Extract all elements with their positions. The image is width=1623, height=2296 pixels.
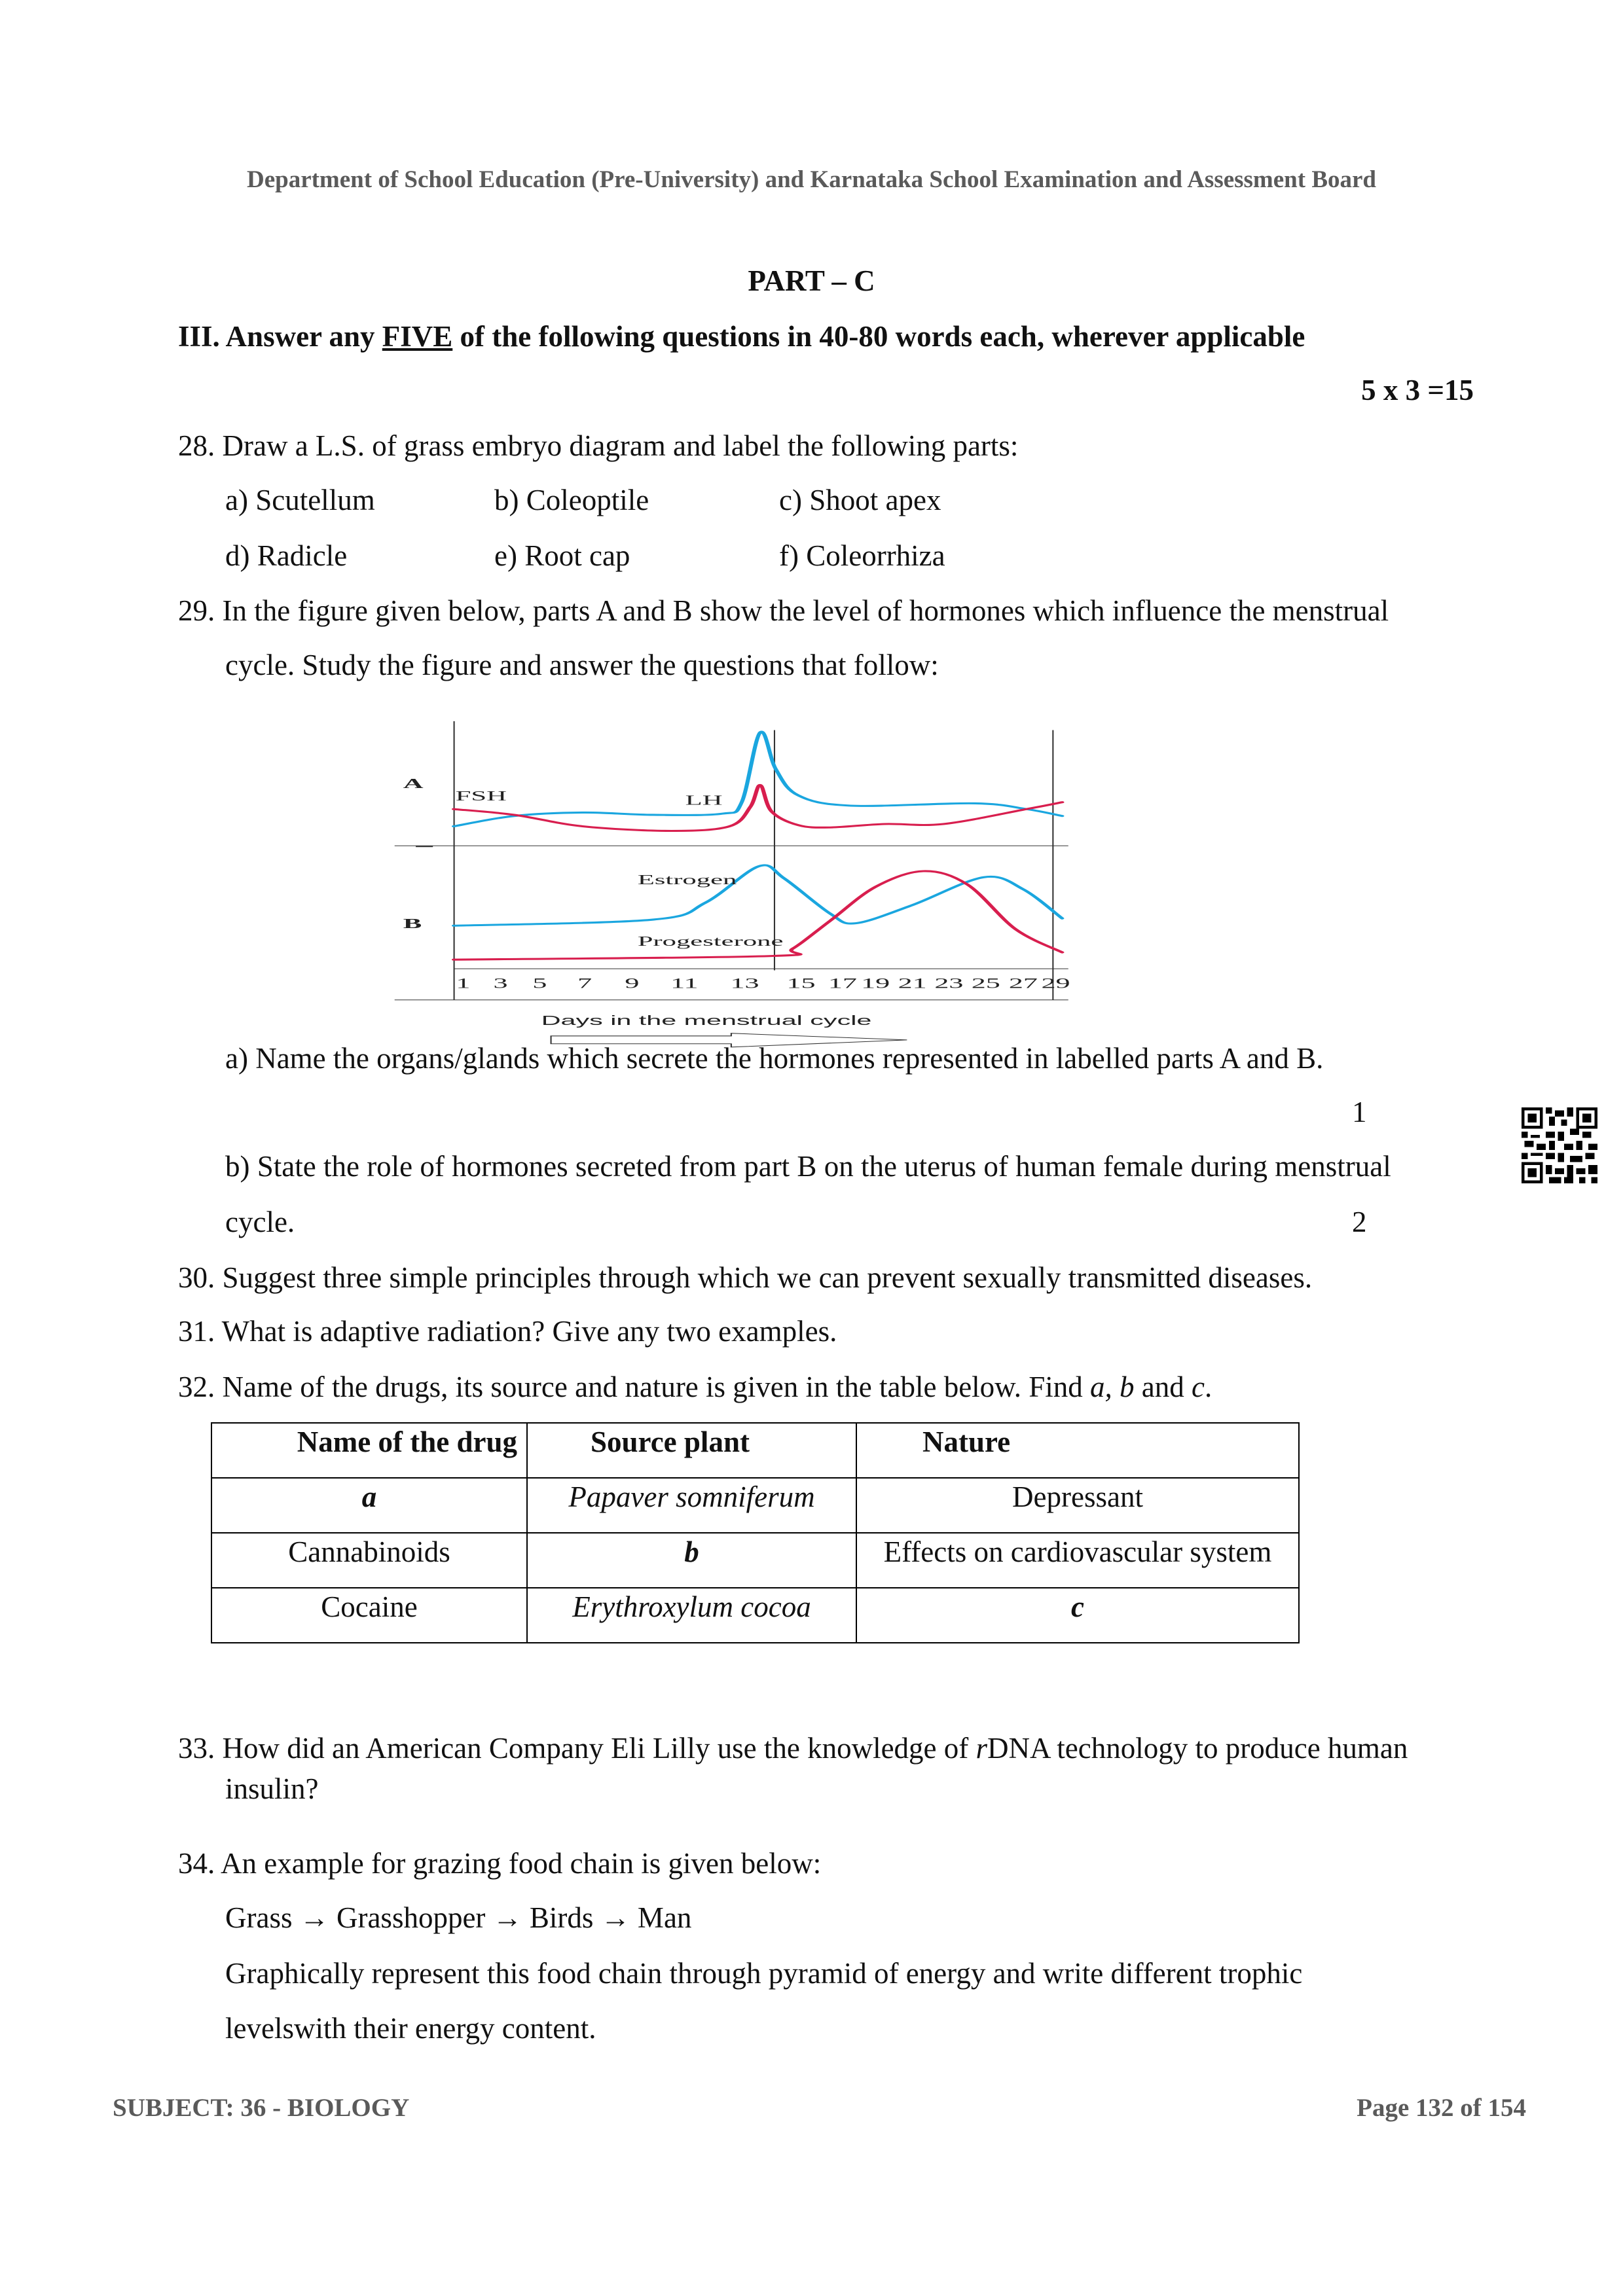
table-row (211, 1478, 1299, 1533)
qr-code-icon (1522, 1107, 1597, 1183)
q33-line1 (178, 1729, 1408, 1768)
x-tick-label: 7 (577, 975, 593, 992)
table-cell: Erythroxylum cocoa (527, 1588, 856, 1643)
q32-a: a, b (1090, 1371, 1135, 1403)
table-row (211, 1588, 1299, 1643)
q28-part: b) Coleoptile (494, 484, 649, 516)
part-title: PART – C (748, 264, 875, 297)
q34-line1: 34. An example for grazing food chain is given below: (178, 1847, 822, 1880)
q28-part: a) Scutellum (225, 484, 375, 516)
header-cell: Source plant (527, 1423, 856, 1478)
instruction-emph: FIVE (382, 320, 453, 353)
q29a-text: a) Name the organs/glands which secrete the hormones represented in labelled parts A and B. (225, 1042, 1324, 1075)
q28-part: c) Shoot apex (779, 484, 941, 516)
table-cell: Cannabinoids (211, 1533, 527, 1588)
x-tick-label: 1 (456, 975, 471, 992)
q34-line3: levelswith their energy content. (225, 2012, 596, 2045)
series-label-lh: LH (685, 793, 723, 808)
x-tick-label: 27 (1008, 975, 1038, 992)
q34-chain: Grass → Grasshopper → Birds → Man (225, 1901, 692, 1934)
panel-label-a: A (403, 776, 424, 791)
table-row (211, 1533, 1299, 1588)
q33-post: DNA technology to produce human (987, 1732, 1408, 1765)
table-cell: Effects on cardiovascular system (856, 1533, 1299, 1588)
table-header-row (211, 1423, 1299, 1478)
section-marks: 5 x 3 =15 (1361, 374, 1474, 406)
table-cell: a (211, 1478, 527, 1533)
q28-part: f) Coleorrhiza (779, 539, 945, 572)
x-tick-label: 5 (532, 975, 547, 992)
section-instruction (178, 317, 1305, 356)
x-tick-label: 25 (971, 975, 1000, 992)
q31-text: 31. What is adaptive radiation? Give any two examples. (178, 1315, 837, 1348)
page-header: Department of School Education (Pre-University) and Karnataka School Examination and Assessment Board (246, 166, 1377, 193)
x-tick-label: 29 (1041, 975, 1070, 992)
hormone-chart (380, 713, 1074, 1054)
q32-mid: and (1134, 1371, 1192, 1403)
series-line-fsh (454, 785, 1062, 831)
q33-line2: insulin? (225, 1772, 319, 1805)
q32-end: . (1205, 1371, 1213, 1403)
q30-text: 30. Suggest three simple principles through which we can prevent sexually transmitted diseases. (178, 1261, 1313, 1294)
q29b-line2: cycle. (225, 1206, 295, 1238)
series-label-estrogen: Estrogen (637, 872, 737, 888)
q28-part: d) Radicle (225, 539, 348, 572)
q29-line2: cycle. Study the figure and answer the questions that follow: (225, 649, 939, 681)
q34-line2: Graphically represent this food chain through pyramid of energy and write different trophic (225, 1957, 1303, 1990)
header-cell: Name of the drug (211, 1423, 527, 1478)
series-label-progesterone: Progesterone (637, 934, 784, 950)
table-cell: c (856, 1588, 1299, 1643)
q32-c: c (1192, 1371, 1205, 1403)
footer-page: Page 132 of 154 (1357, 2094, 1526, 2122)
q33-pre: 33. How did an American Company Eli Lilly use the knowledge of (178, 1732, 976, 1765)
x-tick-label: 19 (861, 975, 890, 992)
q32-text (178, 1367, 1212, 1407)
x-tick-label: 21 (898, 975, 927, 992)
x-tick-label: 23 (934, 975, 964, 992)
table-cell: Papaver somniferum (527, 1478, 856, 1533)
series-line-estrogen (454, 865, 1062, 925)
series-line-lh (454, 732, 1062, 827)
panel-label-b: B (403, 916, 422, 931)
series-label-fsh: FSH (455, 789, 507, 804)
q28-text: 28. Draw a L.S. of grass embryo diagram and label the following parts: (178, 429, 1019, 462)
footer-subject: SUBJECT: 36 - BIOLOGY (113, 2094, 410, 2122)
q29b-marks: 2 (1352, 1206, 1367, 1238)
table-cell: Depressant (856, 1478, 1299, 1533)
x-tick-label: 13 (730, 975, 759, 992)
q29-line1: 29. In the figure given below, parts A and B show the level of hormones which influence the menstrual (178, 594, 1389, 627)
q29a-marks: 1 (1352, 1096, 1367, 1128)
drug-table (211, 1422, 1300, 1643)
q33-r: r (976, 1732, 988, 1765)
q28-part: e) Root cap (494, 539, 630, 572)
x-tick-label: 15 (786, 975, 816, 992)
header-cell: Nature (856, 1423, 1299, 1478)
table-cell: Cocaine (211, 1588, 527, 1643)
table-cell: b (527, 1533, 856, 1588)
x-tick-label: 3 (493, 975, 508, 992)
instruction-pre: III. Answer any (178, 320, 382, 353)
x-axis-label: Days in the menstrual cycle (541, 1013, 872, 1028)
q29b-line1: b) State the role of hormones secreted from part B on the uterus of human female during menstrual (225, 1150, 1391, 1183)
x-tick-label: 17 (828, 975, 857, 992)
x-tick-label: 11 (670, 975, 699, 992)
q32-pre: 32. Name of the drugs, its source and nature is given in the table below. Find (178, 1371, 1091, 1403)
x-tick-label: 9 (625, 975, 640, 992)
instruction-post: of the following questions in 40-80 words each, wherever applicable (452, 320, 1305, 353)
